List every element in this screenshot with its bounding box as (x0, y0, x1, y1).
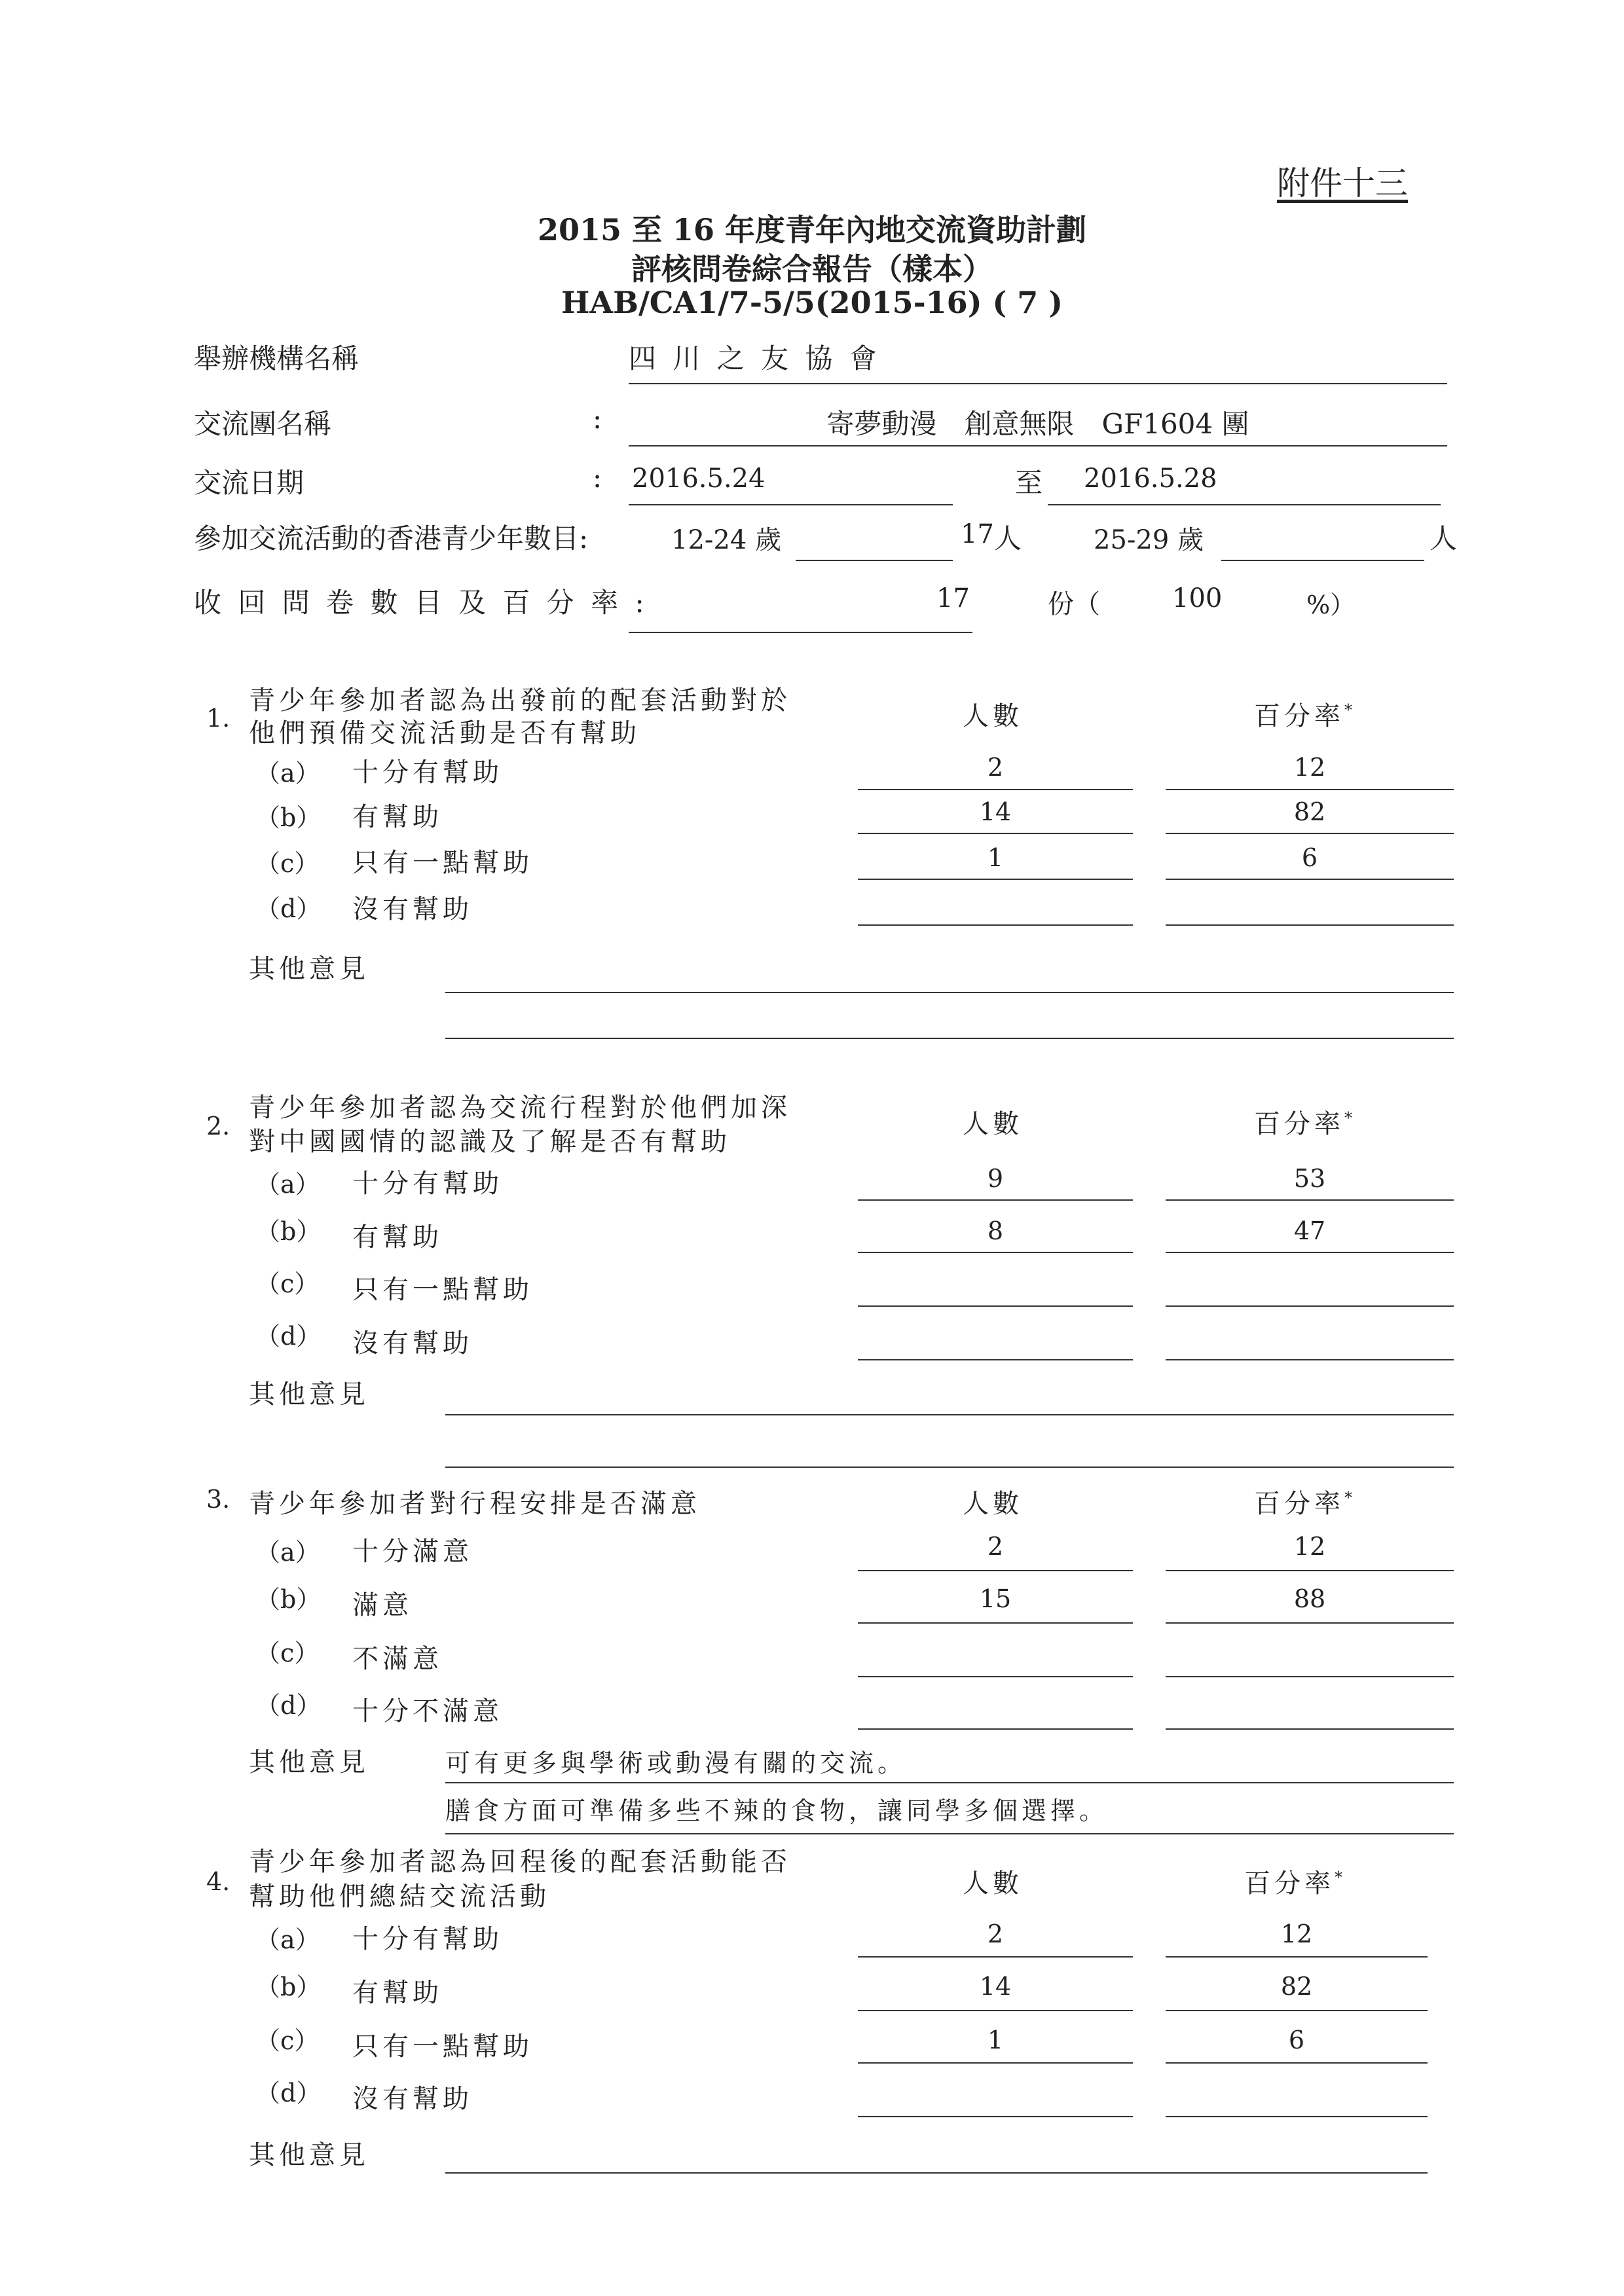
q4-text-line2: 幫助他們總結交流活動 (249, 1882, 550, 1912)
q2-option-a-label: 十分有幫助 (352, 1169, 503, 1199)
q1-a-rate-line (1166, 789, 1454, 790)
q2-rate-header: 百分率* (1254, 1108, 1356, 1139)
q3-option-a-count: 2 (987, 1532, 1004, 1561)
q3-comment-1: 可有更多與學術或動漫有關的交流。 (445, 1749, 907, 1777)
q4-d-rate-line (1166, 2116, 1428, 2117)
date-to-line (1048, 504, 1441, 505)
q3-a-rate-line (1166, 1570, 1454, 1571)
q2-others-label: 其他意見 (249, 1379, 369, 1410)
q2-option-a-count: 9 (987, 1164, 1004, 1193)
q1-d-rate-line (1166, 924, 1454, 926)
age-count-1-line (796, 560, 953, 561)
q1-option-d-label: 沒有幫助 (352, 894, 473, 924)
q3-text-line1: 青少年參加者對行程安排是否滿意 (249, 1489, 701, 1519)
percent-unit: %） (1306, 591, 1356, 619)
age-range-1: 12-24 歲 (671, 525, 782, 555)
q1-c-rate-line (1166, 879, 1454, 880)
q4-c-count-line (858, 2062, 1133, 2064)
q4-option-d-code: （d） (255, 2079, 322, 2107)
group-colon: : (593, 403, 602, 435)
participants-label: 參加交流活動的香港青少年數目: (194, 522, 589, 555)
returned-rate: 100 (1172, 583, 1223, 613)
q1-b-rate-line (1166, 833, 1454, 834)
q1-rate-header: 百分率* (1254, 701, 1356, 731)
q1-d-count-line (858, 924, 1133, 926)
q1-comment-line-2 (445, 1038, 1454, 1039)
q2-option-c-code: （c） (255, 1269, 320, 1298)
date-from-line (629, 504, 953, 505)
q3-option-b-count: 15 (979, 1584, 1012, 1613)
q1-option-b-code: （b） (255, 803, 322, 832)
q3-a-count-line (858, 1570, 1133, 1571)
q2-text-line1: 青少年參加者認為交流行程對於他們加深 (249, 1093, 791, 1123)
report-title: 2015 至 16 年度青年內地交流資助計劃 (537, 212, 1087, 247)
group-label: 交流團名稱 (194, 408, 332, 440)
q3-option-c-code: （c） (255, 1639, 320, 1667)
report-reference: HAB/CA1/7-5/5(2015-16) ( 7 ) (561, 285, 1063, 320)
q2-a-rate-line (1166, 1199, 1454, 1201)
q4-a-rate-line (1166, 1956, 1428, 1958)
returned-count-line (629, 632, 972, 633)
q4-option-b-rate: 82 (1280, 1972, 1313, 2001)
q1-text-line1: 青少年參加者認為出發前的配套活動對於 (249, 685, 791, 716)
q3-c-count-line (858, 1676, 1133, 1677)
group-value: 寄夢動漫 創意無限 GF1604 團 (826, 408, 1249, 440)
q4-c-rate-line (1166, 2062, 1428, 2064)
age-range-2: 25-29 歲 (1094, 525, 1204, 555)
person-unit-2: 人 (1430, 522, 1458, 555)
q1-count-header: 人數 (963, 701, 1023, 731)
q4-option-b-count: 14 (979, 1972, 1012, 2001)
q2-option-b-count: 8 (987, 1216, 1004, 1245)
q3-d-rate-line (1166, 1728, 1454, 1730)
organizer-line (629, 383, 1447, 384)
q4-option-a-label: 十分有幫助 (352, 1924, 503, 1954)
q3-count-header: 人數 (963, 1489, 1023, 1519)
q1-b-count-line (858, 833, 1133, 834)
q4-count-header: 人數 (963, 1868, 1023, 1899)
q1-option-a-label: 十分有幫助 (352, 757, 503, 788)
q4-option-b-code: （b） (255, 1973, 322, 2001)
q4-comment-line-1 (445, 2172, 1428, 2174)
q2-comment-line-1 (445, 1414, 1454, 1415)
organizer-value: 四 川 之 友 協 會 (629, 342, 881, 374)
q2-comment-line-2 (445, 1467, 1454, 1468)
q2-count-header: 人數 (963, 1109, 1023, 1139)
q3-option-a-label: 十分滿意 (352, 1537, 473, 1567)
q4-number: 4. (206, 1867, 231, 1896)
q1-others-label: 其他意見 (249, 954, 369, 984)
q2-option-b-code: （b） (255, 1217, 322, 1246)
report-subtitle: 評核問卷綜合報告（樣本） (631, 251, 993, 287)
q3-number: 3. (206, 1485, 231, 1514)
q3-c-rate-line (1166, 1676, 1454, 1677)
q2-option-a-code: （a） (255, 1170, 320, 1199)
q4-option-a-code: （a） (255, 1925, 320, 1954)
returned-label: 收 回 問 卷 數 目 及 百 分 率 : (194, 587, 648, 619)
q2-b-rate-line (1166, 1252, 1454, 1253)
q3-option-b-code: （b） (255, 1585, 322, 1614)
q1-option-b-label: 有幫助 (352, 802, 443, 832)
q3-option-a-rate: 12 (1293, 1532, 1326, 1561)
copies-unit: 份（ (1048, 589, 1100, 619)
q2-a-count-line (858, 1199, 1133, 1201)
q4-option-c-code: （c） (255, 2026, 320, 2055)
q2-b-count-line (858, 1252, 1133, 1253)
date-to: 2016.5.28 (1084, 464, 1217, 494)
q3-option-b-label: 滿意 (352, 1590, 413, 1620)
date-colon: : (593, 462, 602, 494)
q2-number: 2. (206, 1112, 231, 1140)
q1-option-b-count: 14 (979, 797, 1012, 826)
age-count-1: 17 (961, 519, 994, 549)
date-label: 交流日期 (194, 467, 304, 499)
q4-option-c-count: 1 (987, 2026, 1004, 2054)
q4-option-a-rate: 12 (1280, 1920, 1313, 1948)
q3-option-b-rate: 88 (1293, 1584, 1326, 1613)
q1-option-a-rate: 12 (1293, 753, 1326, 782)
q1-option-a-count: 2 (987, 753, 1004, 782)
q3-comment-line-1 (445, 1782, 1454, 1783)
person-unit-1: 人 (994, 522, 1022, 555)
q2-option-b-rate: 47 (1293, 1216, 1326, 1245)
q3-option-d-code: （d） (255, 1691, 322, 1720)
q1-option-b-rate: 82 (1293, 797, 1326, 826)
q2-c-count-line (858, 1305, 1133, 1307)
q2-text-line2: 對中國國情的認識及了解是否有幫助 (249, 1127, 731, 1157)
annex-label: 附件十三 (1277, 164, 1408, 202)
q4-option-c-rate: 6 (1288, 2026, 1305, 2054)
q2-option-c-label: 只有一點幫助 (352, 1275, 533, 1305)
q4-option-a-count: 2 (987, 1920, 1004, 1948)
q3-rate-header: 百分率* (1254, 1488, 1356, 1519)
q1-comment-line-1 (445, 992, 1454, 993)
q4-d-count-line (858, 2116, 1133, 2117)
q3-option-c-label: 不滿意 (352, 1644, 443, 1674)
q4-rate-header: 百分率* (1244, 1868, 1346, 1899)
q1-option-d-code: （d） (255, 894, 322, 923)
q4-option-c-label: 只有一點幫助 (352, 2032, 533, 2062)
q2-option-b-label: 有幫助 (352, 1222, 443, 1252)
q3-option-a-code: （a） (255, 1538, 320, 1567)
q1-option-c-count: 1 (987, 843, 1004, 872)
q4-others-label: 其他意見 (249, 2140, 369, 2170)
q1-option-c-label: 只有一點幫助 (352, 848, 533, 878)
q3-comment-2: 膳食方面可準備多些不辣的食物，讓同學多個選擇。 (445, 1796, 1109, 1825)
q4-option-b-label: 有幫助 (352, 1978, 443, 2008)
q2-option-d-code: （d） (255, 1322, 322, 1351)
q1-number: 1. (206, 704, 231, 733)
age-count-2-line (1221, 560, 1424, 561)
q4-b-rate-line (1166, 2010, 1428, 2011)
q1-option-a-code: （a） (255, 759, 320, 788)
q1-option-c-rate: 6 (1301, 843, 1318, 872)
q1-option-c-code: （c） (255, 849, 320, 878)
q3-others-label: 其他意見 (249, 1747, 369, 1777)
q4-text-line1: 青少年參加者認為回程後的配套活動能否 (249, 1847, 791, 1877)
q2-c-rate-line (1166, 1305, 1454, 1307)
q2-option-d-label: 沒有幫助 (352, 1328, 473, 1358)
organizer-label: 舉辦機構名稱 (194, 342, 360, 374)
q2-d-count-line (858, 1359, 1133, 1360)
q1-text-line2: 他們預備交流活動是否有幫助 (249, 718, 640, 748)
q2-d-rate-line (1166, 1359, 1454, 1360)
q4-b-count-line (858, 2010, 1133, 2011)
q3-d-count-line (858, 1728, 1133, 1730)
q1-a-count-line (858, 789, 1133, 790)
date-to-label: 至 (1015, 467, 1043, 499)
q3-b-count-line (858, 1622, 1133, 1624)
q4-option-d-label: 沒有幫助 (352, 2084, 473, 2114)
q3-comment-line-2 (445, 1833, 1454, 1834)
q3-option-d-label: 十分不滿意 (352, 1696, 503, 1726)
q2-option-a-rate: 53 (1293, 1164, 1326, 1193)
group-line (629, 445, 1447, 446)
returned-count: 17 (936, 583, 970, 613)
q3-b-rate-line (1166, 1622, 1454, 1624)
q1-c-count-line (858, 879, 1133, 880)
date-from: 2016.5.24 (632, 464, 766, 494)
q4-a-count-line (858, 1956, 1133, 1958)
